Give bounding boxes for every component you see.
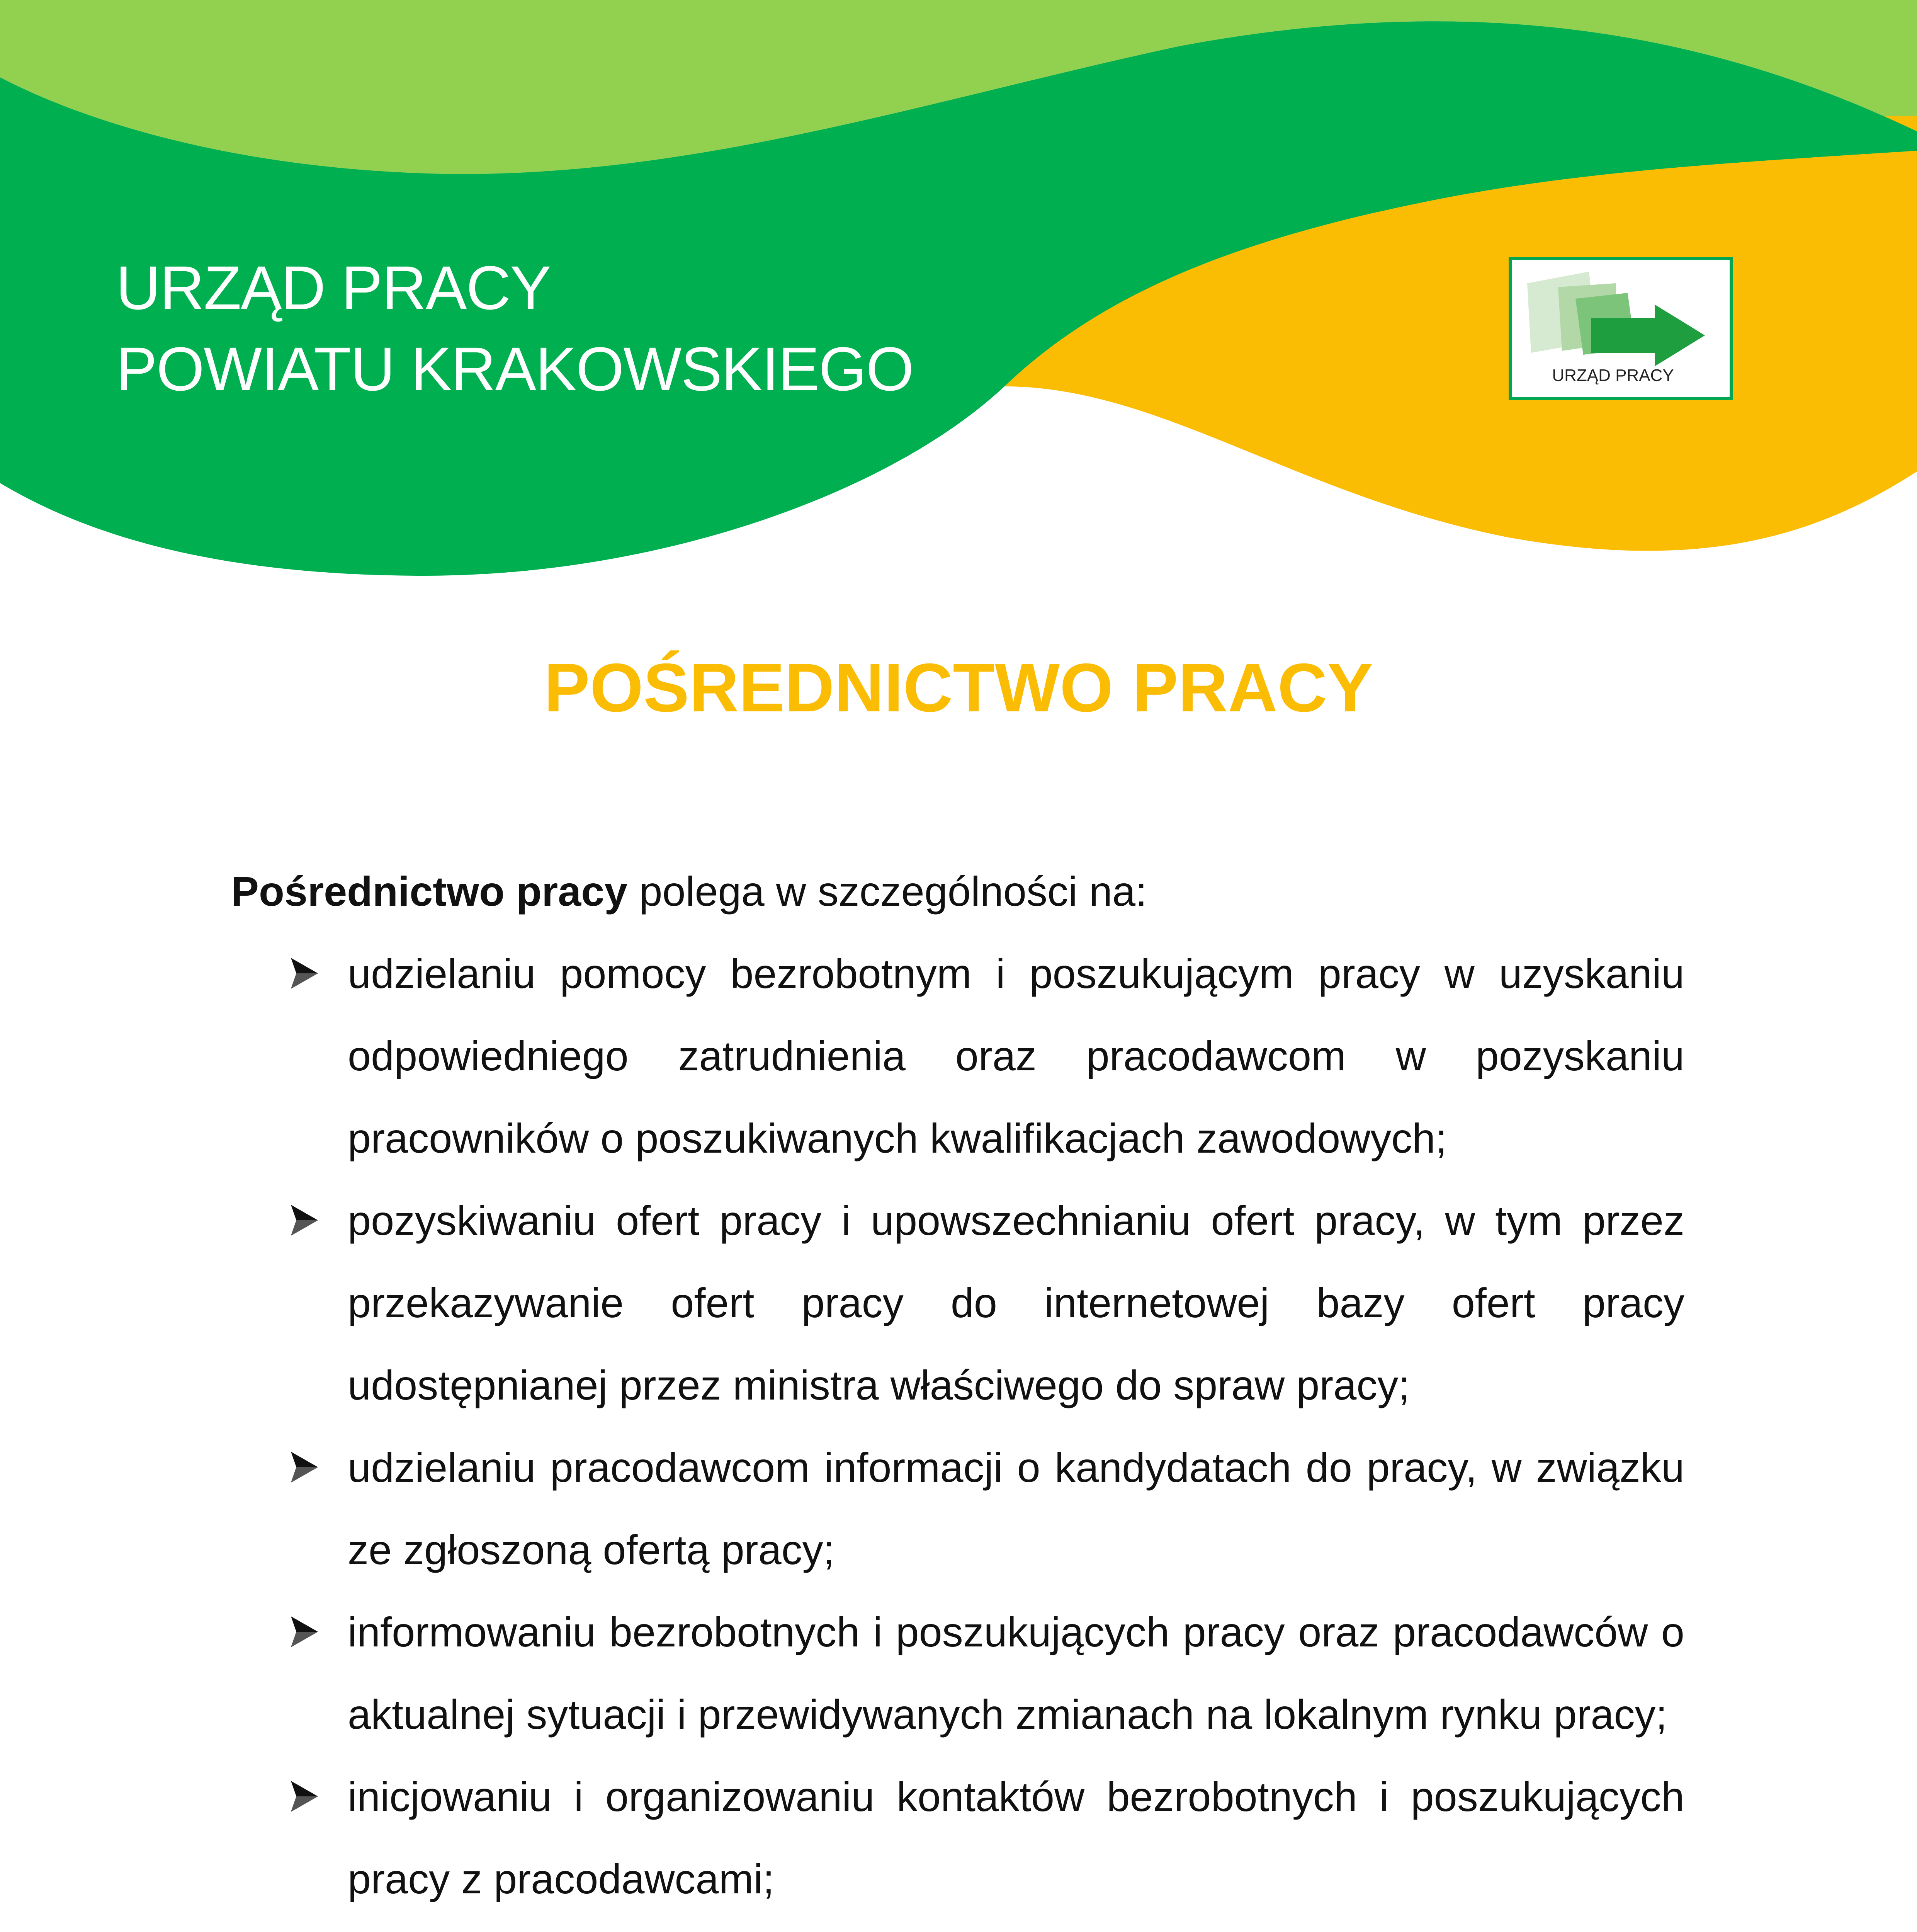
bullet-item xyxy=(231,1426,1684,1591)
org-name-line-1: URZĄD PRACY xyxy=(116,253,551,322)
document-body xyxy=(231,850,1684,1932)
bullet-text: inicjowaniu i organizowaniu kontaktów bezrobotnych i poszukujących pracy z pracodawcami; xyxy=(348,1773,1684,1902)
organization-name xyxy=(116,247,913,410)
bullet-text: udzielaniu pracodawcom informacji o kandydatach do pracy, w związku ze zgłoszoną ofertą pracy; xyxy=(348,1444,1684,1573)
intro-text: polega w szczególności na: xyxy=(627,868,1147,915)
bullet-item xyxy=(231,1920,1684,1932)
intro-paragraph xyxy=(231,850,1684,932)
arrowhead-bullet-icon xyxy=(291,1452,318,1483)
bullet-text: informowaniu bezrobotnych i poszukujących pracy oraz pracodawców o aktualnej sytuacji i przewidywanych zmianach na lokalnym rynku pracy; xyxy=(348,1609,1684,1738)
bullet-item xyxy=(231,932,1684,1179)
bullet-list xyxy=(231,932,1684,1932)
page-title: POŚREDNICTWO PRACY xyxy=(544,649,1373,726)
bullet-item xyxy=(231,1179,1684,1426)
arrowhead-bullet-icon xyxy=(291,1616,318,1647)
arrowhead-bullet-icon xyxy=(291,1205,318,1236)
logo-caption: URZĄD PRACY xyxy=(1552,366,1674,385)
bullet-item xyxy=(231,1755,1684,1920)
urzad-pracy-logo xyxy=(1509,257,1733,400)
arrowhead-bullet-icon xyxy=(291,1781,318,1812)
arrowhead-bullet-icon xyxy=(291,958,318,989)
intro-bold-term: Pośrednictwo pracy xyxy=(231,868,628,915)
bullet-text: udzielaniu pomocy bezrobotnym i poszukującym pracy w uzyskaniu odpowiedniego zatrudnienia oraz pracodawcom w pozyskaniu pracowników o poszukiwanych kwalifikacjach zawodowych; xyxy=(348,950,1684,1162)
org-name-line-2: POWIATU KRAKOWSKIEGO xyxy=(116,334,913,403)
bullet-text: pozyskiwaniu ofert pracy i upowszechnianiu ofert pracy, w tym przez przekazywanie ofert pracy do internetowej bazy ofert pracy udostępnianej przez ministra właściwego do spraw pracy; xyxy=(348,1197,1684,1408)
bullet-item xyxy=(231,1591,1684,1755)
